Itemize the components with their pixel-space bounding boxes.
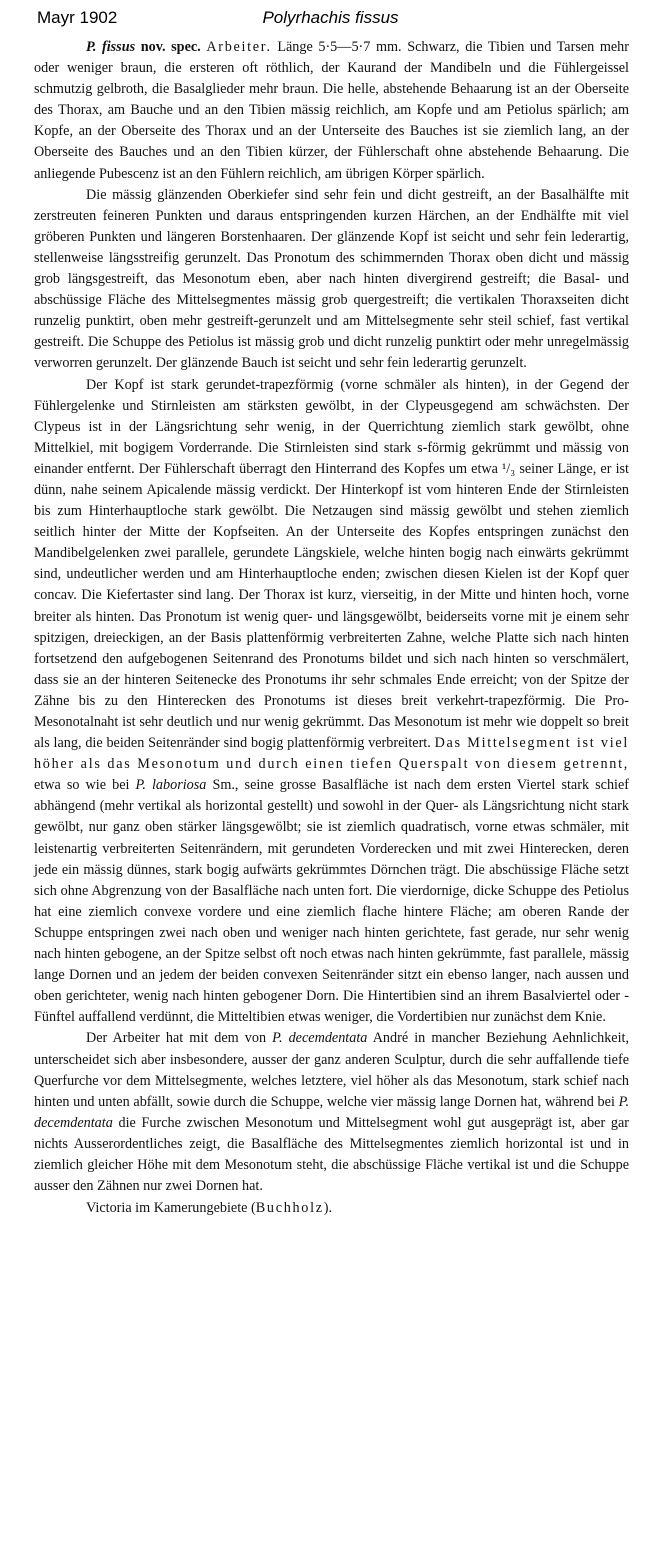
- paragraph-text: Der Arbeiter hat mit dem von: [86, 1030, 267, 1047]
- paragraph-text: Länge 5·5—5·7 mm. Schwarz, die Tibien und Tarsen mehr oder weniger braun, die ersteren oft röthlich, der Kaurand der Mandibeln und die Fühlergeissel schmutzig gelbroth, die Basalglieder mehr braun. Die helle, abstehende Behaarung ist an der Oberseite des Thorax, am Bauche und an den Tibien mässig reichlich, am Kopfe und am Petiolus spärlich; am Kopfe, an der Oberseite des Thorax und an der Unterseite des Bauches ist sie ziemlich lang, an der Oberseite des Bauches und an den Tibien kürzer, der Fühlerschaft ohne abstehende Behaarung. Die anliegende Pubescenz ist an den Fühlern reichlich, am übrigen Körper spärlich.: [34, 39, 629, 182]
- paragraph-description: [34, 37, 629, 185]
- paragraph-text: die Furche zwischen Mesonotum und Mittelsegment wohl gut ausgeprägt ist, aber gar nichts Ausserordentliches zeigt, die Basalfläche des Mittelsegmentes ziemlich horizontal ist und in ziemlich gleicher Höhe mit dem Mesonotum steht, die abschüssige Fläche vertikal ist und die Schuppe ausser den Zähnen nur zwei Dornen hat.: [34, 1114, 629, 1195]
- paragraph-morphology: [34, 375, 629, 1029]
- paragraph-comparison: [34, 1028, 629, 1197]
- locality-text: ).: [323, 1200, 333, 1217]
- paragraph-text: André in mancher Beziehung Aehnlichkeit, unterscheidet sich aber insbesondere, ausser der ganz anderen Sculptur, durch die sehr auffallende tiefe Querfurche vor dem Mittelsegmente, welches letztere, viel höher als das Mesonotum, stark schief nach hinten und unten abfällt, sowie durch die Schuppe, welche vier mässig lange Dornen hat, während bei: [34, 1030, 630, 1110]
- spaced-text: Das Mittelsegment ist viel höher als das Mesonotum und durch einen tiefen Querspalt von diesem getrennt,: [34, 735, 630, 773]
- paragraph-text: Sm., seine grosse Basalfläche ist nach dem ersten Viertel stark schief abhängend (mehr vertikal als horizontal gestellt) und sowohl in der Quer- als Längsrichtung nicht stark gewölbt, nur ganz oben stärker längsgewölbt; sie ist ziemlich quadratisch, vorne etwas schmäler, mit leistenartig verbreiterten Seitenrändern, mit gerundeten Vorderecken und mit zwei Hinterecken, deren jede ein mässig dünnes, stark bogig aufwärts gekrümmtes Dörnchen trägt. Die abschüssige Fläche setzt sich ohne Abgrenzung von der Basalfläche nach unten fort. Die vierdornige, dicke Schuppe des Petiolus hat eine ziemlich convexe vordere und eine ziemlich flache hintere Fläche; am oberen Rande der Schuppe entspringen zwei nach oben und weniger nach hinten gerichtete, fast gerade, nur sehr wenig nach hinten gebogene, an der Spitze selbst oft noch etwas nach hinten gekrümmte, fast parallele, mässig lange Dornen und an jedem der beiden convexen Seitenränder sitzt ein ebenso langer, nach aussen und oben gerichteter, wenig nach hinten gebogener Dorn. Die Hintertibien sind an ihrem Basalviertel oder -Fünftel auffallend verdünnt, die Mitteltibien etwas weniger, die Vordertibien nur zunächst dem Knie.: [34, 777, 630, 1026]
- paragraph-sculpture: Die mässig glänzenden Oberkiefer sind sehr fein und dicht gestreift, an der Basalhälfte mit zerstreuten feineren Punkten und daraus entspringenden kurzen Härchen, an der Endhälfte mit viel gröberen Punkten und längeren Borstenhaaren. Der glänzende Kopf ist seicht und sehr fein lederartig, stellenweise längsstreifig gerunzelt. Das Pronotum des schimmernden Thorax oben dicht und mässig grob längsgestreift, das Mesonotum eben, aber nach hinten divergirend gestreift; die Basal- und abschüssige Fläche des Mittelsegmentes mässig grob quergestreift; die vertikalen Thoraxseiten dicht runzelig punktirt, oben mehr gestreift-gerunzelt und am Mittelsegmente sehr steil schief, fast vertikal gestreift. Die Schuppe des Petiolus ist mässig grob und dicht runzelig punktirt oder mehr unregelmässig verworren gerunzelt. Der glänzende Bauch ist seicht und sehr fein lederartig gerunzelt.: [34, 186, 629, 372]
- locality-text: Victoria im Kamerungebiete (: [86, 1200, 256, 1217]
- paragraph-text: etwa so wie bei: [34, 777, 130, 794]
- document-body: [34, 37, 629, 1219]
- author-year: Mayr 1902: [37, 8, 118, 27]
- page-title: Polyrhachis fissus: [262, 8, 399, 27]
- paragraph-text: Der Kopf ist stark gerundet-trapezförmig (vorne schmäler als hinten), in der Gegend der Fühlergelenke und Stirnleisten am stärksten gewölbt, in der Clypeusgegend am schwächsten. Der Clypeus ist in der Längsrichtung sehr wenig, in der Querrichtung ziemlich stark gewölbt, ohne Mittelkiel, mit bogigem Vorderrande. Die Stirnleisten sind stark s-förmig gekrümmt und mässig von einander entfernt. Der Fühlerschaft überragt den Hinterrand des Kopfes um etwa ¹/₃ seiner Länge, er ist dünn, nahe seinem Apicalende mässig verdickt. Der Hinterkopf ist vom hinteren Ende der Stirnleisten bis zum Hinterhauptloche stark gewölbt. Die Netzaugen sind mässig gewölbt und stehen ziemlich seitlich hinter der Mitte der Kopfseiten. An der Unterseite des Kopfes entspringen zunächst den Mandibelgelenken zwei parallele, gerundete Längskiele, welche hinten bogig nach einwärts gekrümmt sind, undeutlicher werden und am Hinterhauptloche enden; zwischen diesen Kielen ist der Kopf quer concav. Die Kiefertaster sind lang. Der Thorax ist kurz, vierseitig, in der Mitte und hinten hoch, vorne breiter als hinten. Das Pronotum ist wenig quer- und längsgewölbt, beiderseits vorne mit je einem sehr spitzigen, dreieckigen, an der Basis plattenförmig verbreiterten Zahne, welche Platte sich nach hinten fortsetzend den aufgebogenen Seitenrand des Pronotums bildet und sich nach hinten so verschmälert, dass sie an der hinteren Seitenecke des Pronotums ihr sehr schmales Ende erreicht; von der Spitze der Zähne bis zu den Hinterecken des Pronotums ist dieses breit verkehrt-trapezförmig. Die Pro-Mesonotalnaht ist sehr deutlich und nur wenig gekrümmt. Das Mesonotum ist mehr wie doppelt so breit als lang, die beiden Seitenränder sind bogig plattenförmig verbreitert.: [34, 376, 629, 752]
- collector-name: Buchholz: [255, 1200, 324, 1217]
- species-name: P. fissus: [86, 39, 136, 55]
- species-reference: P. laboriosa: [135, 777, 207, 794]
- caste-label: Arbeiter.: [206, 39, 272, 55]
- species-reference: P. decemdentata: [34, 1093, 629, 1131]
- species-reference: P. decemdentata: [272, 1030, 368, 1047]
- page-header: [0, 4, 661, 30]
- nov-spec: nov. spec.: [140, 39, 201, 55]
- locality-line: [34, 1197, 629, 1219]
